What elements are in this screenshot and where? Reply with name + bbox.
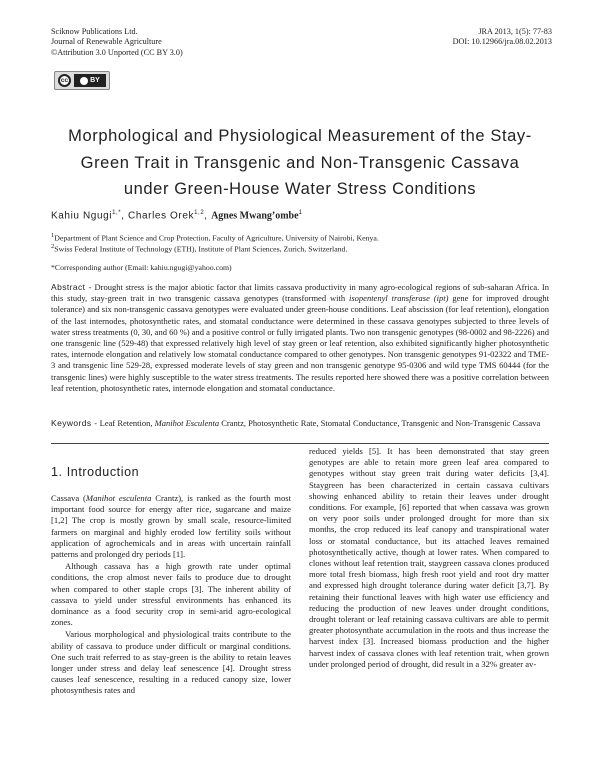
author-1-sup: 1,* bbox=[112, 210, 122, 216]
doi: DOI: 10.12966/jra.08.02.2013 bbox=[452, 37, 552, 47]
cc-by-license-icon[interactable] bbox=[54, 71, 110, 90]
publisher-name: Sciknow Publications Ltd. bbox=[51, 27, 138, 36]
citation: JRA 2013, 1(5): 77-83 bbox=[478, 27, 552, 36]
keywords-label: Keywords - bbox=[51, 418, 98, 428]
affiliation-2: $^2$Swiss Federal Institute of Technology (ETH), Institute of Plant Sciences, Zurich, Switzerland. bbox=[51, 243, 348, 254]
author-list: Kahiu Ngugi$^{1,*}$, Charles Orek$^{1,2}$, Agnes Mwang’ombe$^1$ bbox=[51, 210, 303, 222]
journal-header bbox=[51, 27, 183, 58]
citation-header bbox=[453, 27, 552, 48]
author-2-sup: 1,2 bbox=[194, 210, 205, 216]
body-right-column bbox=[309, 446, 549, 671]
intro-paragraph-4: reduced yields [5]. It has been demonstrated that stay green genotypes are able to retain more green leaf area compared to genotypes without stay green trait during water deficits [3,4]. Staygreen has been characterized in certain cassava cultivars showing enhanced ability to retain their leaves under drought conditions. For example, [6] reported that when cassava was grown on very poor soils under prolonged drought for more than six months, the crop reduced its leaf canopy and transpirational water loss or stomatal conductance, but its attached leaves remained photosynthetically active, though at lower rates. When compared to clones without leaf retention trait, staygreen cassava clones produced more total fresh biomass, high fresh root yield and root dry matter and expressed high drought tolerance during water deficit [3,7]. By retaining their functional leaves with high water use efficiency and reducing the production of new leaves under drought conditions, drought tolerant or leaf retaining cassava cultivars are able to permit greater photosynthate accumulation in the roots and thus increase the harvest index [3]. Increased biomass production and the higher harvest index of cassava clones with leaf retention trait, when grown under prolonged period of drought, did result in a 32% greater av- bbox=[309, 446, 549, 669]
intro-paragraph-1: Cassava (Manihot esculenta Crantz), is ranked as the fourth most important food source for energy after rice, sugarcane and maize [1,2] The crop is mostly grown by small scale, resource-limited farmers on marginal and highly eroded low fertility soils without application of agrochemicals and in areas with uncertain rainfall patterns and prolonged dry periods [1]. bbox=[51, 493, 292, 560]
abstract-text-2: gene for improved drought tolerance) and six non-transgenic cassava genotypes were evaluated under green-house conditions. Leaf abscission (for leaf retention), elongation of the last internodes, photosynthetic rates, and stomatal conductance were determined in these cassava genotypes subjected to three levels of water stress treatments (0, 30, and 60 %) and a positive control or fully irrigated plants. Two non transgenic genotypes (98-0002 and 98-2226) and one transgenic line (529-48) that expressed relatively high level of stay green or leaf retention, also exhibited significantly higher photosynthetic rates, internode elongation and relatively low stomatal conductance compared to other genotypes. Non transgenic genotypes 91-02322 and TME-3 and transgenic line 529-28, expressed moderate levels of stay green and non transgenic genotype 95-0306 and wild type TMS 60444 (for the transgenic lines) were highly susceptible to the water stress treatments. The results reported here showed there was a positive correlation between leaf retention, photosynthetic rates, internode elongation and stomatal conductance. bbox=[51, 293, 549, 393]
section-divider bbox=[51, 443, 549, 444]
by-badge bbox=[74, 74, 106, 87]
body-left-column bbox=[51, 493, 291, 698]
section-heading: 1. Introduction bbox=[51, 465, 140, 479]
species-name: Manihot esculenta bbox=[85, 493, 152, 503]
abstract-gene-name: isopentenyl transferase (ipt) bbox=[349, 293, 449, 304]
person-icon bbox=[80, 77, 88, 85]
keywords-text-1: Leaf Retention, bbox=[99, 418, 153, 428]
abstract bbox=[51, 282, 549, 394]
author-3-sup: 1 bbox=[298, 210, 303, 216]
author-1: Kahiu Ngugi bbox=[51, 210, 113, 222]
affiliation-1: $^1$Department of Plant Science and Crop Protection, Faculty of Agriculture, University of Nairobi, Kenya. bbox=[51, 232, 379, 243]
corresponding-author: *Corresponding author (Email: kahiu.ngugi@yahoo.com) bbox=[51, 263, 232, 272]
abstract-text-1: Drought stress is the major abiotic factor that limits cassava productivity in many agro-ecological regions of sub-saharan Africa. In this study, stay-green trait in two transgenic cassava genotypes (transformed with bbox=[51, 282, 549, 304]
abstract-label: Abstract - bbox=[51, 282, 92, 292]
author-3: Agnes Mwang’ombe bbox=[211, 210, 299, 222]
paper-title: Morphological and Physiological Measurement of the Stay-Green Trait in Transgenic and Non-Transgenic Cassava under Green-House Water Stress Conditions bbox=[68, 127, 532, 198]
keywords-species: Manihot Esculenta bbox=[154, 418, 220, 428]
keywords bbox=[51, 418, 549, 430]
author-2: Charles Orek bbox=[128, 210, 195, 222]
cc-icon: cc bbox=[58, 74, 71, 87]
journal-name: Journal of Renewable Agriculture bbox=[51, 37, 162, 47]
intro-paragraph-2: Although cassava has a high growth rate under optimal conditions, the crop almost never fails to produce due to drought when compared to other staple crops [3]. The inherent ability of cassava to yield under stressful environments has enhanced its dominance as a food security crop in semi-arid agro-ecological zones. bbox=[51, 561, 291, 628]
license-text: ©Attribution 3.0 Unported (CC BY 3.0) bbox=[51, 47, 183, 57]
keywords-text-2: Crantz, Photosynthetic Rate, Stomatal Conductance, Transgenic and Non-Transgenic Cassava bbox=[221, 418, 541, 428]
by-label: BY bbox=[90, 77, 100, 84]
intro-paragraph-3: Various morphological and physiological traits contribute to the ability of cassava to produce under difficult or marginal conditions. One such trait referred to as stay-green is the ability to retain leaves longer under stress and delay leaf senescence [4]. Drought stress causes leaf senescence, resulting in a reduced canopy size, lower photosynthesis rates and bbox=[51, 629, 291, 696]
